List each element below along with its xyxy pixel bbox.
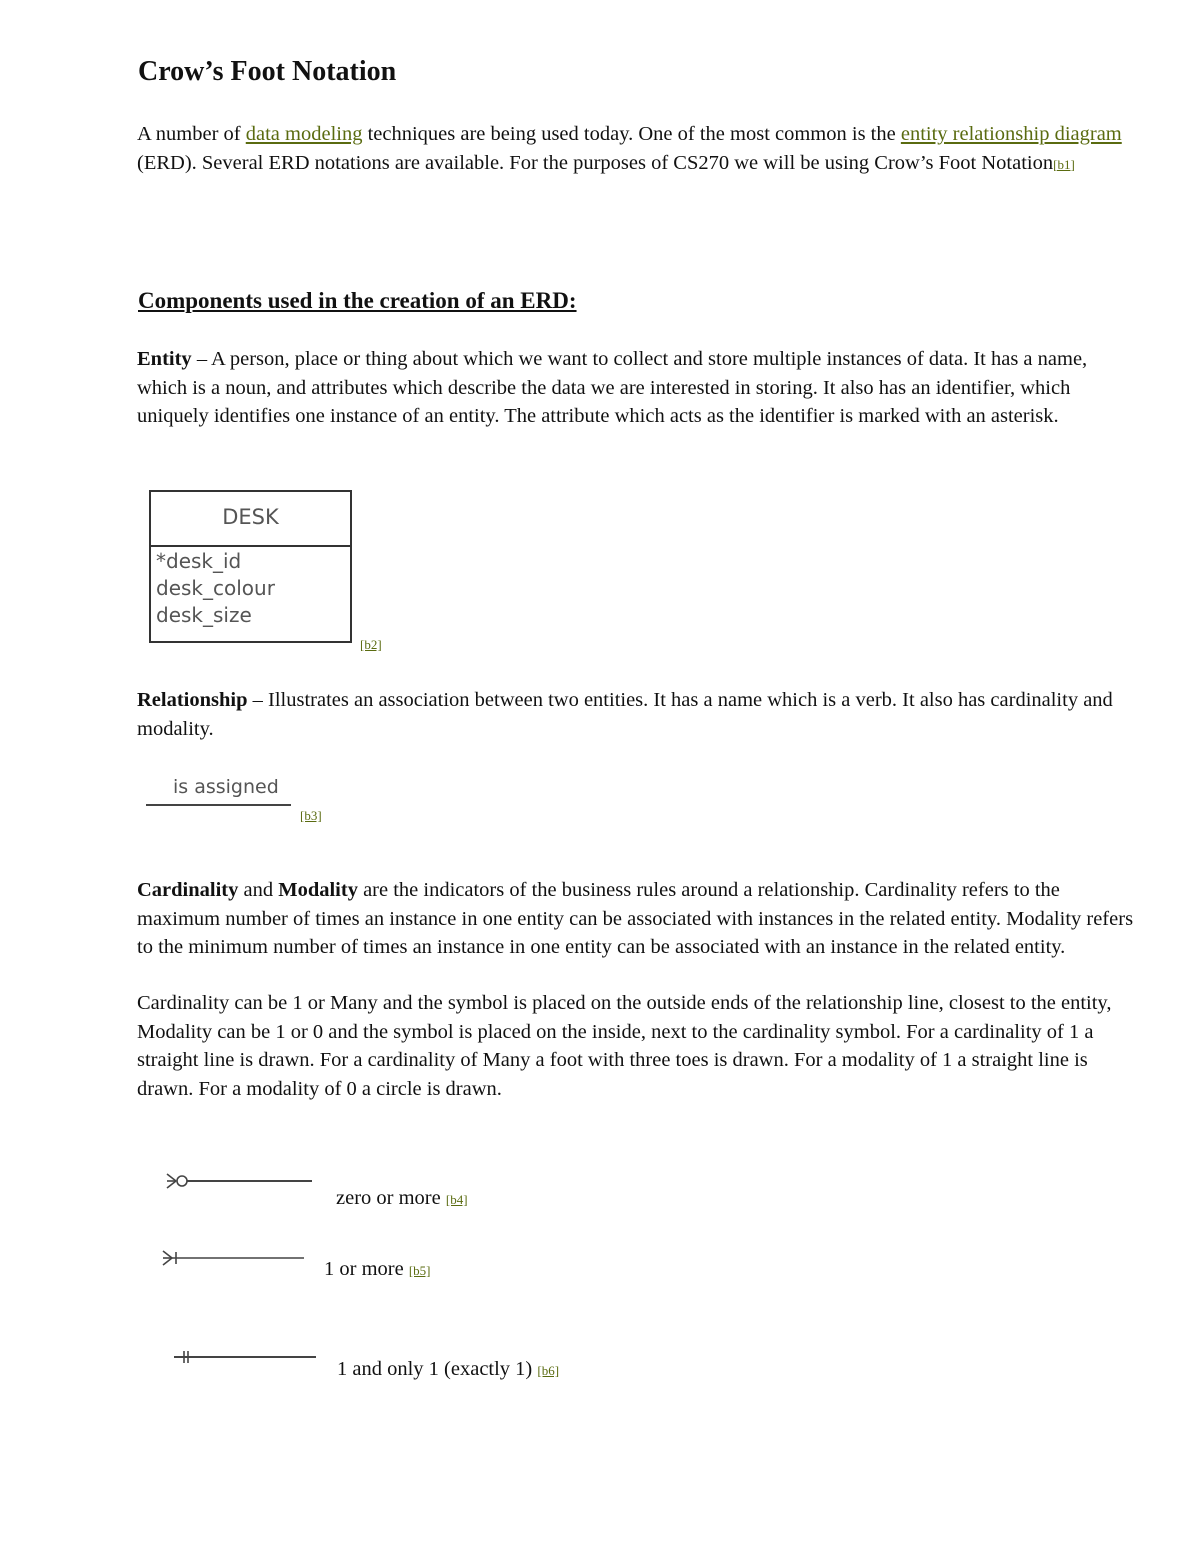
entity-term: Entity (137, 348, 192, 370)
cardinality-definition: are the indicators of the business rules around a relationship. Cardinality refers to the maximum number of times an instance in one entity can be associated with instances in the related entity. Modality refers to the minimum number of times an instance in one entity can be associated with an instance in the related entity. (137, 879, 1134, 958)
entity-attributes (156, 548, 275, 629)
comment-ref-b6[interactable]: [b6] (537, 1363, 560, 1378)
page-title: Crow’s Foot Notation (138, 56, 397, 87)
symbol-label: zero or more (336, 1187, 441, 1209)
entity-attribute: *desk_id (156, 549, 242, 573)
intro-paragraph (137, 120, 1137, 179)
zero-or-more-icon (164, 1170, 314, 1192)
entity-definition: – A person, place or thing about which we want to collect and store multiple instances of data. It has a name, which is a noun, and attributes which describe the data we are interested in storing. It also has an identifier, which uniquely identifies one instance of an entity. The attribute which acts as the identifier is marked with an asterisk. (137, 348, 1088, 427)
modality-term: Modality (278, 879, 358, 901)
relationship-paragraph (137, 686, 1137, 743)
comment-ref-b3[interactable]: [b3] (300, 808, 322, 823)
link-data-modeling[interactable]: data modeling (245, 123, 363, 145)
relationship-term: Relationship (137, 689, 248, 711)
intro-text-1: A number of (137, 123, 246, 145)
entity-diagram (149, 490, 352, 643)
intro-text-3: (ERD). Several ERD notations are available. For the purposes of CS270 we will be using Crow’s Foot Notation (137, 151, 1054, 174)
cardinality-paragraph-2: Cardinality can be 1 or Many and the symbol is placed on the outside ends of the relationship line, closest to the entity, Modality can be 1 or 0 and the symbol is placed on the inside, next to the cardinality symbol. For a cardinality of 1 a straight line is drawn. For a cardinality of Many a foot with three toes is drawn. For a modality of 1 a straight line is drawn. For a modality of 0 a circle is drawn. (137, 992, 1112, 1100)
link-entity-relationship-diagram[interactable]: entity relationship diagram (900, 123, 1122, 145)
symbol-label: 1 and only 1 (exactly 1) (337, 1358, 533, 1380)
entity-paragraph (137, 345, 1137, 431)
one-or-more-icon (160, 1247, 306, 1269)
components-heading: Components used in the creation of an ERD: (138, 288, 577, 313)
intro-text-2: techniques are being used today. One of the most common is the (362, 123, 901, 145)
comment-ref-b5[interactable]: [b5] (408, 1263, 431, 1278)
relationship-label: is assigned (173, 776, 279, 798)
symbol-row (324, 1258, 431, 1281)
symbol-row (336, 1187, 468, 1210)
symbol-label: 1 or more (324, 1258, 404, 1280)
entity-name: DESK (151, 492, 350, 547)
comment-ref-b1[interactable]: [b1] (1053, 156, 1075, 172)
entity-attribute: desk_colour (156, 576, 275, 600)
exactly-one-icon (172, 1346, 318, 1368)
comment-ref-b2[interactable]: [b2] (360, 637, 382, 652)
cardinality-paragraph (137, 876, 1137, 962)
entity-attribute: desk_size (156, 603, 252, 627)
comment-ref-b4[interactable]: [b4] (445, 1192, 468, 1207)
relationship-definition: – Illustrates an association between two entities. It has a name which is a verb. It also has cardinality and modality. (137, 689, 1113, 740)
cardinality-text-mid: and (238, 879, 279, 901)
cardinality-term: Cardinality (137, 879, 239, 901)
relationship-line (146, 804, 291, 806)
symbol-row (337, 1358, 559, 1381)
